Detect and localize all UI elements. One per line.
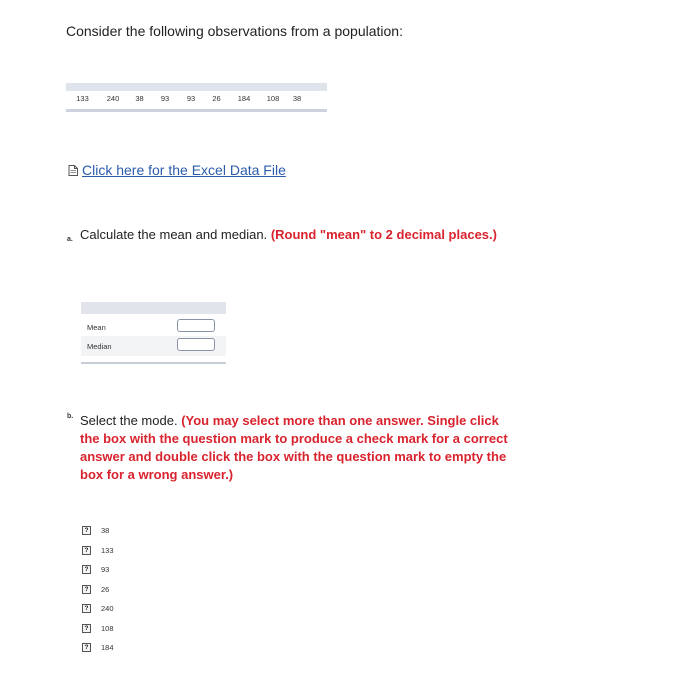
mean-row xyxy=(81,317,226,337)
mode-option-label: 108 xyxy=(101,623,114,633)
question-box-icon[interactable]: ? xyxy=(82,546,91,555)
mean-input[interactable] xyxy=(177,319,215,332)
table-bottom-border xyxy=(66,109,327,112)
excel-link-label: Click here for the Excel Data File xyxy=(82,162,286,178)
part-a-emphasis: (Round "mean" to 2 decimal places.) xyxy=(270,227,497,242)
observation-cell: 184 xyxy=(237,94,251,103)
excel-data-link[interactable] xyxy=(68,162,286,178)
mode-options-list xyxy=(82,525,114,662)
question-box-icon[interactable]: ? xyxy=(82,585,91,594)
intro-text: Consider the following observations from a population: xyxy=(66,23,403,39)
mode-option-label: 133 xyxy=(101,545,114,555)
mode-option-label: 184 xyxy=(101,643,114,652)
observation-cell: 38 xyxy=(292,94,302,103)
mean-label: Mean xyxy=(87,323,106,332)
median-row xyxy=(81,336,226,356)
part-b-emphasis: (You may select more than one answer. Single click the box with the question mark to produce a check mark for a correct answer and double click the box with the question mark to empty the box for a wrong answer.) xyxy=(80,413,508,482)
table-bottom-border xyxy=(81,362,226,364)
mode-option-label: 93 xyxy=(101,565,110,574)
question-box-icon[interactable]: ? xyxy=(82,526,91,535)
observation-cell: 240 xyxy=(106,94,120,103)
part-b-text: Select the mode. xyxy=(80,413,178,428)
mode-option[interactable] xyxy=(82,642,114,662)
observation-cell: 108 xyxy=(266,94,280,103)
observation-cell: 133 xyxy=(76,94,89,103)
part-a-letter: a. xyxy=(67,236,73,243)
part-b-question xyxy=(80,412,510,484)
mode-option[interactable] xyxy=(82,623,114,643)
mode-option[interactable] xyxy=(82,564,114,584)
part-a-text: Calculate the mean and median. xyxy=(80,227,268,242)
question-box-icon[interactable]: ? xyxy=(82,624,91,633)
median-input[interactable] xyxy=(177,338,215,351)
mode-option[interactable] xyxy=(82,584,114,604)
observations-table xyxy=(66,83,327,112)
table-header-band xyxy=(66,83,327,91)
mode-option-label: 26 xyxy=(101,584,110,594)
mode-option-label: 38 xyxy=(101,526,110,535)
median-label: Median xyxy=(87,342,112,351)
observations-row xyxy=(66,94,327,103)
observation-cell: 38 xyxy=(135,94,144,103)
observation-cell: 93 xyxy=(160,94,170,103)
mode-option[interactable] xyxy=(82,525,114,545)
part-a-question xyxy=(80,226,520,244)
file-icon xyxy=(68,165,78,176)
question-box-icon[interactable]: ? xyxy=(82,565,91,574)
part-b-letter: b. xyxy=(67,413,74,420)
observation-cell: 93 xyxy=(186,94,196,103)
question-box-icon[interactable]: ? xyxy=(82,604,91,613)
mode-option[interactable] xyxy=(82,545,114,565)
table-header-band xyxy=(81,302,226,314)
question-box-icon[interactable]: ? xyxy=(82,643,91,652)
mean-median-table xyxy=(81,302,226,364)
observation-cell: 26 xyxy=(212,94,221,103)
mode-option[interactable] xyxy=(82,603,114,623)
mode-option-label: 240 xyxy=(101,604,114,613)
